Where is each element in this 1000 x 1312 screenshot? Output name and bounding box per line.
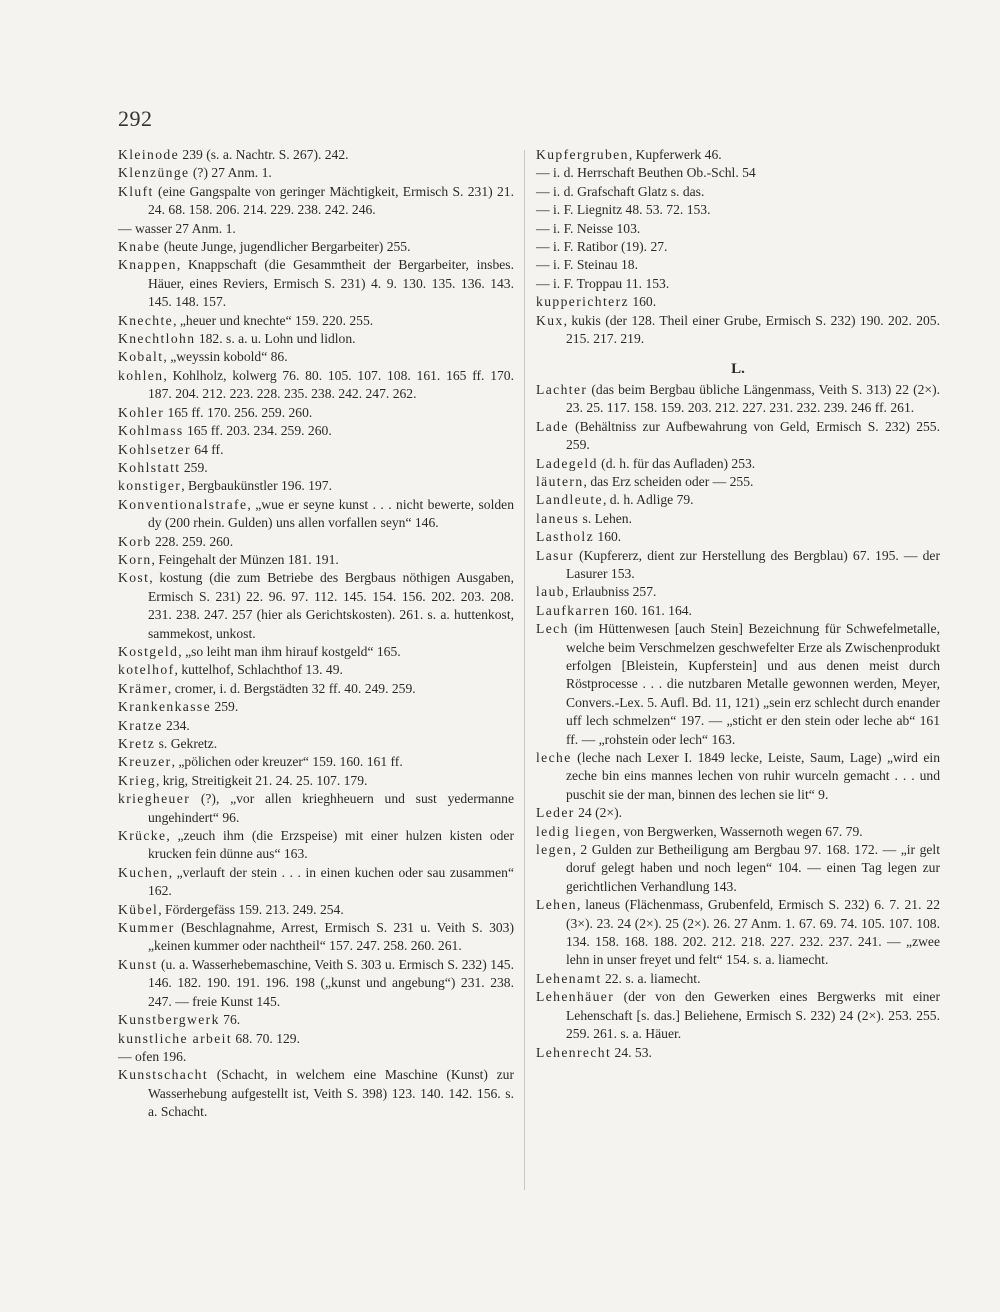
- entry-headword: Korn: [118, 551, 152, 567]
- index-entry: [118, 698, 514, 716]
- entry-headword: Krücke: [118, 828, 167, 844]
- entry-text: , kuttelhof, Schlachthof 13. 49.: [174, 662, 343, 678]
- entry-headword: ledig liegen: [536, 823, 617, 839]
- index-entry: [118, 496, 514, 533]
- index-entry: [118, 717, 514, 735]
- entry-text: (Kupfererz, dient zur Herstellung des Bergblau) 67. 195. — der Lasurer 153.: [566, 547, 940, 581]
- entry-text: (Beschlagnahme, Arrest, Ermisch S. 231 u. Veith S. 303) „keinen kummer oder nachtheil“ 157. 247. 258. 260. 261.: [148, 920, 514, 954]
- entry-headword: Lachter: [536, 381, 588, 397]
- entry-text: , krig, Streitigkeit 21. 24. 25. 107. 179.: [155, 772, 368, 788]
- entry-text: , Erlaubniss 257.: [565, 584, 657, 600]
- index-entry: [118, 348, 514, 366]
- entry-headword: Kohlmass: [118, 423, 184, 439]
- entry-headword: Lasur: [536, 547, 574, 563]
- index-entry: [536, 220, 940, 238]
- index-entry: [536, 1044, 940, 1062]
- entry-text: , das Erz scheiden oder — 255.: [583, 473, 754, 489]
- index-entry: [118, 1011, 514, 1029]
- index-entry: [536, 491, 940, 509]
- index-entry: [118, 735, 514, 753]
- entry-text: (im Hüttenwesen [auch Stein] Bezeichnung für Schwefelmetalle, welche beim Verschmelzen geschwefelter Erze als Zwischenprodukt erfolgen [Bleistein, Kupferstein] und aus denen meist durch Röstprocesse . . . die nutzbaren Metalle gewonnen werden, Meyer, Convers.-Lex. 5. Aufl. Bd. 11, 121) „sein erz schlecht durch enander uff lech schmelzen“ 197. — „sticht er den stein oder leche ab“ 161 ff. — „rohstein oder lech“ 163.: [566, 621, 940, 747]
- index-entry: [118, 183, 514, 220]
- entry-text: — i. d. Grafschaft Glatz s. das.: [536, 183, 705, 199]
- index-entry: [536, 583, 940, 601]
- index-entry: [118, 238, 514, 256]
- index-entry: [118, 901, 514, 919]
- page-number: 292: [118, 106, 153, 131]
- entry-headword: Kreuzer: [118, 754, 172, 770]
- entry-headword: Kohler: [118, 404, 165, 420]
- entry-headword: Kohlstatt: [118, 459, 181, 475]
- entry-text: , „verlauft der stein . . . in einen kuchen oder sau zusammen“ 162.: [148, 864, 514, 899]
- entry-headword: Korb: [118, 533, 152, 549]
- entry-headword: Lastholz: [536, 529, 595, 545]
- entry-headword: Leder: [536, 805, 575, 821]
- left-column: [118, 146, 514, 1122]
- index-entry: [536, 256, 940, 274]
- entry-text: (das beim Bergbau übliche Längenmass, Veith S. 313) 22 (2×). 23. 25. 117. 158. 159. 203. 212. 227. 231. 232. 239. 246 ff. 261.: [566, 381, 940, 416]
- entry-text: (u. a. Wasserhebemaschine, Veith S. 303 u. Ermisch S. 232) 145. 146. 182. 190. 191. 196. 198 („kunst und angebung“) 231. 238. 247. — freie Kunst 145.: [148, 956, 514, 1009]
- index-entry: [536, 275, 940, 293]
- entry-headword: läutern: [536, 473, 584, 489]
- entry-text: 228. 259. 260.: [151, 533, 234, 549]
- index-entry: [118, 790, 514, 827]
- entry-headword: Krankenkasse: [118, 699, 212, 715]
- index-entry: [118, 220, 514, 238]
- entry-headword: Knechtlohn: [118, 331, 196, 347]
- entry-headword: konstiger: [118, 478, 182, 494]
- entry-text: (leche nach Lexer I. 1849 lecke, Leiste, Saum, Lage) „wird ein zeche bin eins mannes lechen von ruhir wurceln gemacht . . . und puschit sie der man, binnen des lechen sie lit“ 9.: [566, 750, 940, 802]
- index-entry: [118, 772, 514, 790]
- entry-text: , „pölichen oder kreuzer“ 159. 160. 161 ff.: [171, 754, 403, 770]
- entry-text: , von Bergwerken, Wassernoth wegen 67. 79.: [616, 823, 863, 839]
- entry-text: — i. F. Ratibor (19). 27.: [536, 239, 668, 255]
- entry-headword: Knabe: [118, 239, 161, 255]
- entry-headword: kupperichterz: [536, 294, 629, 310]
- entry-text: 165 ff. 203. 234. 259. 260.: [183, 423, 332, 439]
- entry-headword: Lehenhäuer: [536, 989, 615, 1005]
- entry-text: 24. 53.: [611, 1044, 652, 1060]
- entry-headword: Kohlsetzer: [118, 441, 191, 457]
- entry-text: — i. F. Troppau 11. 153.: [536, 275, 670, 291]
- index-entry: [536, 183, 940, 201]
- entry-text: 76.: [219, 1012, 241, 1028]
- entry-headword: Kummer: [118, 920, 175, 936]
- entry-headword: Konventionalstrafe: [118, 496, 248, 512]
- index-entry: [536, 164, 940, 182]
- index-entry: [118, 422, 514, 440]
- entry-text: 64 ff.: [190, 441, 224, 457]
- index-entry: [536, 620, 940, 749]
- index-entry: [118, 404, 514, 422]
- entry-text: s. Gekretz.: [155, 736, 218, 751]
- index-entry: [118, 551, 514, 569]
- index-entry: [536, 312, 940, 349]
- entry-headword: Kübel: [118, 901, 159, 917]
- entry-text: 22. s. a. liamecht.: [601, 970, 701, 986]
- entry-headword: Laufkarren: [536, 602, 611, 618]
- index-entry: [536, 988, 940, 1043]
- entry-headword: Knechte: [118, 312, 174, 328]
- entry-text: 234.: [162, 717, 190, 733]
- entry-text: 259.: [180, 459, 208, 475]
- entry-headword: legen: [536, 842, 573, 858]
- entry-headword: Kunstschacht: [118, 1067, 209, 1083]
- entry-headword: Ladegeld: [536, 455, 598, 471]
- index-entry: [118, 680, 514, 698]
- entry-headword: Kux: [536, 312, 564, 328]
- entry-headword: Kuchen: [118, 864, 169, 880]
- entry-text: (heute Junge, jugendlicher Bergarbeiter) 255.: [160, 239, 411, 255]
- index-entry: [536, 510, 940, 528]
- entry-text: , „heuer und knechte“ 159. 220. 255.: [173, 312, 374, 328]
- index-entry: [118, 661, 514, 679]
- entry-headword: Kupfergruben: [536, 147, 629, 162]
- entry-text: — i. F. Neisse 103.: [536, 220, 641, 236]
- entry-text: , Bergbaukünstler 196. 197.: [181, 478, 332, 494]
- entry-headword: Kretz: [118, 736, 156, 751]
- entry-text: 160.: [594, 529, 622, 545]
- index-entry: [118, 256, 514, 311]
- index-entry: [536, 418, 940, 455]
- entry-text: , Knappschaft (die Gesammtheit der Bergarbeiter, insbes. Häuer, eines Reviers, Ermisch S. 231) 4. 9. 130. 135. 136. 143. 145. 148. 157.: [148, 257, 514, 310]
- index-entry: [536, 146, 940, 164]
- index-entry: [118, 533, 514, 551]
- entry-text: , Fördergefäss 159. 213. 249. 254.: [158, 901, 344, 917]
- index-entry: [536, 473, 940, 491]
- index-entry: [118, 330, 514, 348]
- index-entry: [536, 749, 940, 804]
- index-entry: [118, 643, 514, 661]
- index-entry: [118, 441, 514, 459]
- entry-text: — i. d. Herrschaft Beuthen Ob.-Schl. 54: [536, 165, 756, 181]
- index-entry: [536, 970, 940, 988]
- entry-text: — ofen 196.: [118, 1048, 187, 1064]
- entry-headword: laub: [536, 584, 566, 600]
- entry-headword: Kleinode: [118, 147, 180, 162]
- entry-text: , cromer, i. d. Bergstädten 32 ff. 40. 249. 259.: [167, 680, 416, 696]
- entry-text: 160. 161. 164.: [610, 602, 692, 618]
- index-entry: [536, 896, 940, 970]
- index-entry: [536, 528, 940, 546]
- entry-headword: Kost: [118, 570, 150, 586]
- index-entry: [118, 146, 514, 164]
- entry-headword: Krämer: [118, 680, 168, 696]
- entry-headword: Kluft: [118, 183, 154, 199]
- entry-headword: kotelhof: [118, 662, 175, 678]
- index-entry: [536, 841, 940, 896]
- index-entry: [118, 312, 514, 330]
- entry-headword: Kunstbergwerk: [118, 1012, 220, 1028]
- index-entry: [536, 823, 940, 841]
- index-entry: [536, 547, 940, 584]
- entry-headword: Lech: [536, 621, 569, 637]
- entry-text: , kostung (die zum Betriebe des Bergbaus nöthigen Ausgaben, Ermisch S. 231) 22. 96. 97. 112. 145. 154. 156. 202. 203. 208. 231. 238. 247. 257 (hier als Gerichtskosten). 261. s. a. huttenkost, sammekost, unkost.: [148, 570, 514, 641]
- entry-text: — i. F. Steinau 18.: [536, 257, 638, 273]
- entry-text: (eine Gangspalte von geringer Mächtigkeit, Ermisch S. 231) 21. 24. 68. 158. 206. 214. 229. 238. 242. 246.: [148, 183, 514, 218]
- entry-headword: Krieg: [118, 772, 156, 788]
- entry-headword: Kratze: [118, 717, 163, 733]
- index-entry: [536, 381, 940, 418]
- entry-headword: Klenzünge: [118, 165, 190, 181]
- entry-text: 239 (s. a. Nachtr. S. 267). 242.: [179, 147, 349, 162]
- entry-text: 68. 70. 129.: [232, 1030, 300, 1046]
- entry-text: , „weyssin kobold“ 86.: [163, 349, 288, 365]
- index-entry: [536, 602, 940, 620]
- index-entry: [118, 1048, 514, 1066]
- entry-text: , kukis (der 128. Theil einer Grube, Ermisch S. 232) 190. 202. 205. 215. 217. 219.: [563, 312, 940, 347]
- entry-text: 24 (2×).: [574, 805, 623, 821]
- entry-text: (Behältniss zur Aufbewahrung von Geld, Ermisch S. 232) 255. 259.: [566, 418, 940, 453]
- entry-headword: leche: [536, 750, 572, 765]
- entry-text: (d. h. für das Aufladen) 253.: [597, 455, 756, 471]
- entry-text: , „wue er seyne kunst . . . nicht bewerte, solden dy (200 rhein. Gulden) uns allen vorfallen seyn“ 146.: [148, 496, 514, 531]
- entry-text: 182. s. a. u. Lohn und lidlon.: [195, 331, 356, 347]
- index-entry: [536, 201, 940, 219]
- entry-headword: Landleute: [536, 492, 603, 508]
- index-entry: [118, 956, 514, 1011]
- entry-text: 165 ff. 170. 256. 259. 260.: [164, 404, 313, 420]
- entry-text: 259.: [211, 699, 239, 715]
- entry-text: (der von den Gewerken eines Bergwerks mit einer Lehenschaft [s. das.] Beliehene, Ermisch S. 232) 24 (2×). 253. 255. 259. 261. s. a. Häuer.: [566, 989, 940, 1042]
- entry-text: , „zeuch ihm (die Erzspeise) mit einer hulzen kisten oder krucken fein dünne aus“ 163.: [148, 828, 514, 862]
- index-entry: [536, 293, 940, 311]
- entry-text: s. Lehen.: [579, 510, 632, 526]
- entry-text: , Kupferwerk 46.: [628, 147, 722, 162]
- entry-text: (?), „vor allen krieghheuern und sust yedermanne ungehindert“ 96.: [148, 791, 514, 825]
- index-entry: [118, 827, 514, 864]
- index-entry: [118, 1066, 514, 1121]
- entry-text: 160.: [628, 294, 657, 310]
- index-entry: [118, 459, 514, 477]
- index-entry: [118, 164, 514, 182]
- entry-text: , Kohlholz, kolwerg 76. 80. 105. 107. 108. 161. 165 ff. 170. 187. 204. 212. 223. 228. 235. 238. 242. 247. 262.: [148, 367, 514, 402]
- index-entry: [536, 455, 940, 473]
- entry-headword: Lade: [536, 418, 569, 434]
- index-entry: [118, 753, 514, 771]
- entry-text: — i. F. Liegnitz 48. 53. 72. 153.: [536, 202, 711, 218]
- entry-headword: Kostgeld: [118, 643, 179, 659]
- entry-text: (?) 27 Anm. 1.: [189, 165, 272, 181]
- entry-text: , 2 Gulden zur Betheiligung am Bergbau 97. 168. 172. — „ir gelt doruf gelegt haben und noch legen“ 104. — einen Tag legen zur gerichtlichen Verhandlung 143.: [566, 842, 940, 894]
- entry-headword: Lehenrecht: [536, 1044, 612, 1060]
- entry-text: , d. h. Adlige 79.: [602, 492, 694, 508]
- right-column: [536, 146, 940, 1062]
- entry-headword: Kunst: [118, 956, 158, 972]
- index-entry: [118, 367, 514, 404]
- entry-headword: Lehenamt: [536, 970, 602, 986]
- index-entry: [118, 1030, 514, 1048]
- entry-headword: Lehen: [536, 897, 577, 913]
- index-entry: [118, 864, 514, 901]
- index-entry: [118, 477, 514, 495]
- entry-headword: kunstliche arbeit: [118, 1030, 233, 1046]
- section-letter-heading: L.: [731, 361, 745, 378]
- index-entry: [536, 804, 940, 822]
- entry-text: , laneus (Flächenmass, Grubenfeld, Ermisch S. 232) 6. 7. 21. 22 (3×). 23. 24 (2×). 25 (2×). 26. 27 Anm. 1. 67. 69. 74. 105. 107. 108. 134. 158. 168. 188. 202. 212. 218. 227. 232. 237. 241. — „zwee lehn in unser freyet und felt“ 154. s. a. liamecht.: [566, 897, 940, 968]
- index-entry: [118, 919, 514, 956]
- column-divider: [524, 150, 525, 1190]
- entry-headword: Kobalt: [118, 349, 164, 365]
- entry-headword: kriegheuer: [118, 791, 191, 807]
- entry-headword: Knappen: [118, 257, 177, 273]
- index-entry: [536, 238, 940, 256]
- entry-headword: kohlen: [118, 367, 164, 383]
- entry-text: , „so leiht man ihm hirauf kostgeld“ 165.: [178, 643, 401, 659]
- entry-headword: laneus: [536, 510, 580, 526]
- entry-text: , Feingehalt der Münzen 181. 191.: [151, 551, 339, 567]
- index-entry: [118, 569, 514, 643]
- entry-text: — wasser 27 Anm. 1.: [118, 220, 236, 236]
- entry-text: (Schacht, in welchem eine Maschine (Kunst) zur Wasserhebung aufgestellt ist, Veith S. 398) 123. 140. 142. 156. s. a. Schacht.: [148, 1067, 514, 1120]
